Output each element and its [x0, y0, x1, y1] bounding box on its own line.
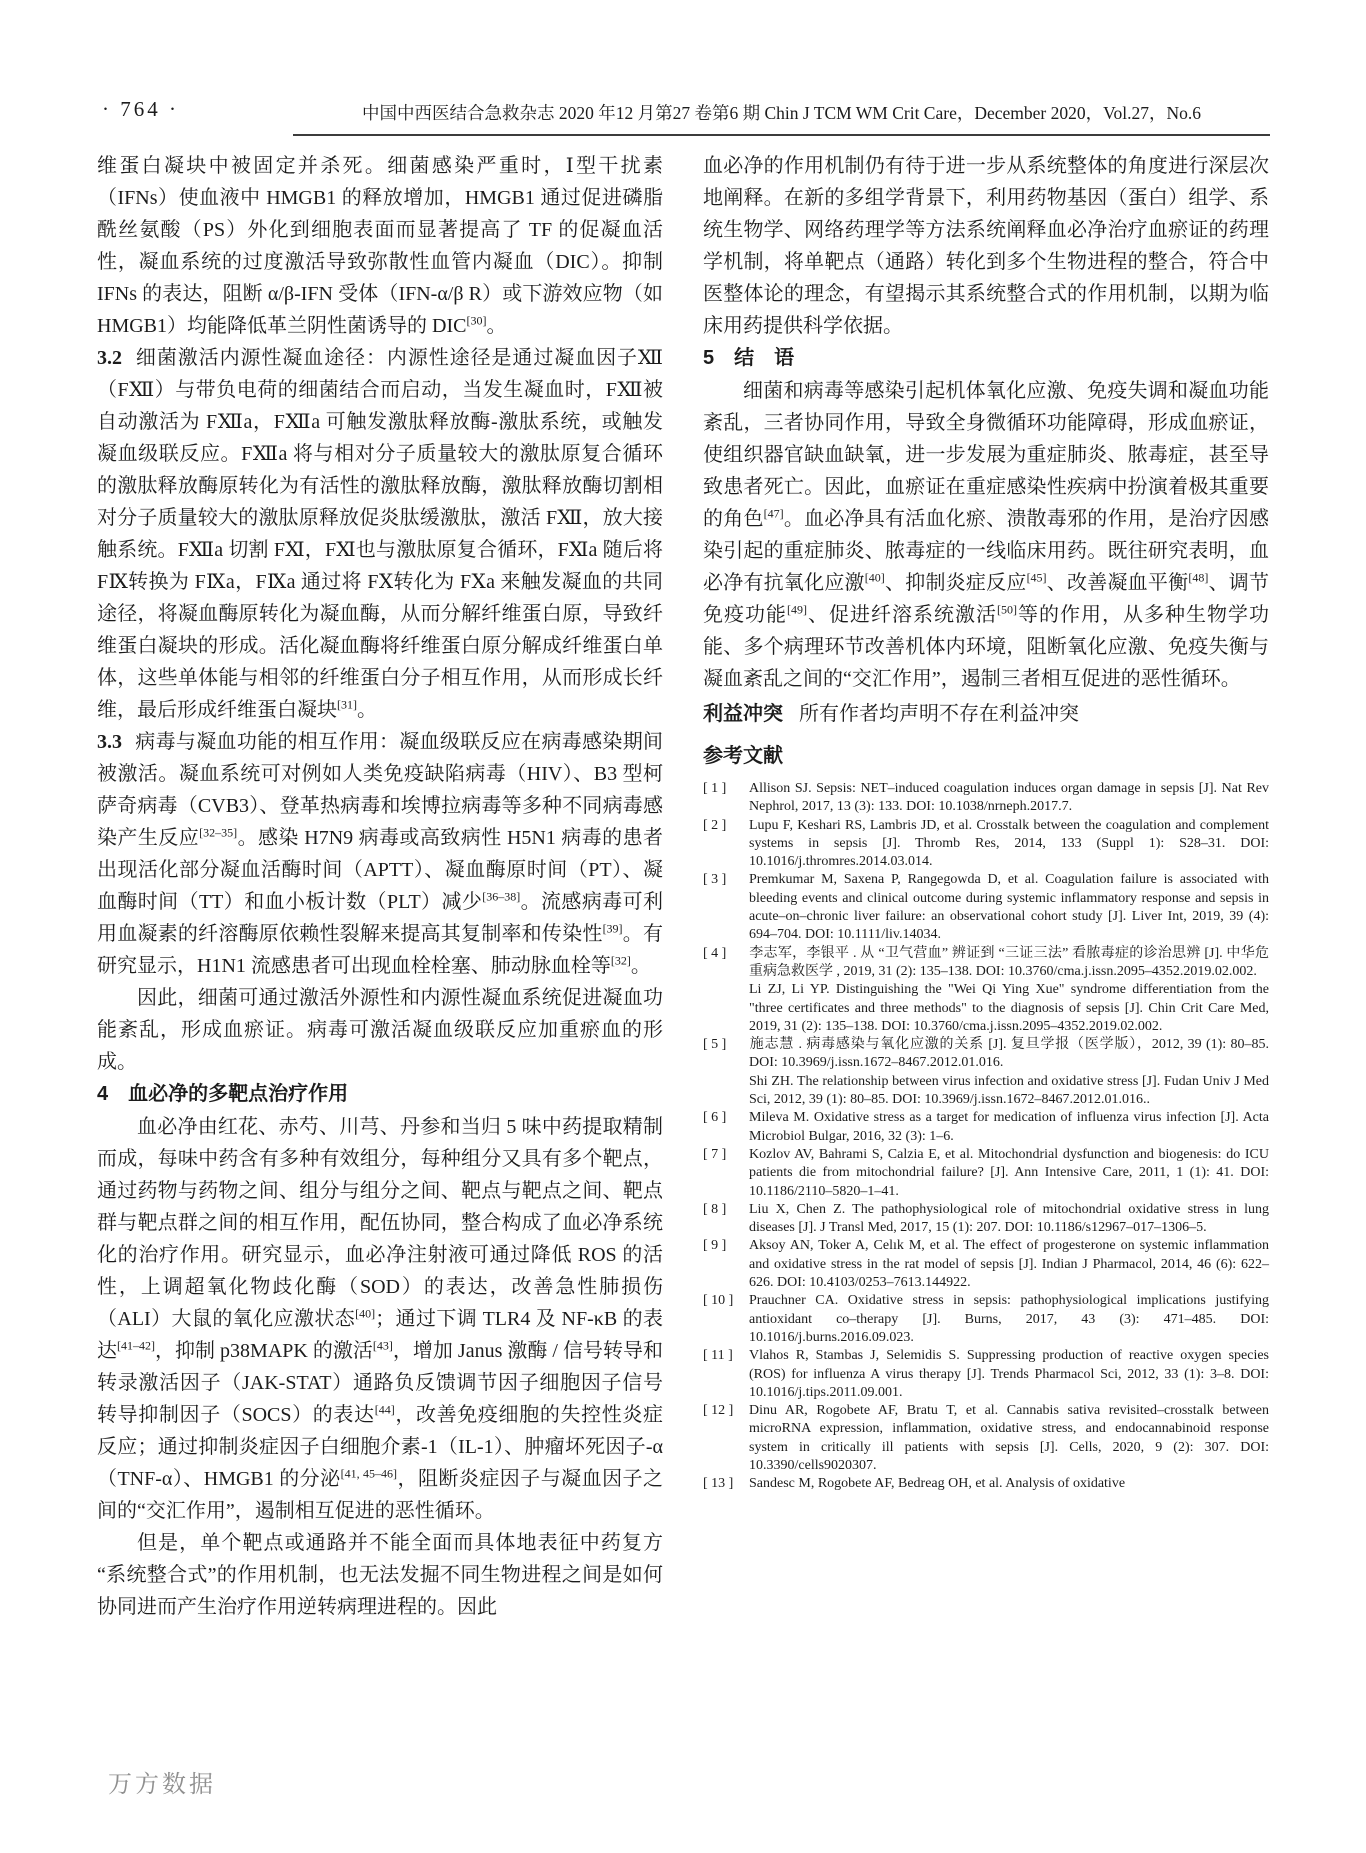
reference-number: [ 7 ]: [703, 1146, 727, 1162]
reference-item: [703, 945, 1269, 1036]
reference-item: [703, 780, 1269, 817]
citation-superscript: [47]: [763, 506, 784, 521]
reference-citation: [ 11 ] Vlahos R, Stambas J, Selemidis S. Suppressing production of reactive oxygen species (ROS) for influenza A virus therapy [J]. Trends Pharmacol Sci, 2012, 33 (1): 3–8. DOI: 10.1016/j.tips.2011.09.001.: [703, 1348, 1269, 1400]
reference-number: [ 3 ]: [703, 872, 727, 888]
body-paragraph: 血必净的作用机制仍有待于进一步从系统整体的角度进行深层次地阐释。在新的多组学背景下，利用药物基因（蛋白）组学、系统生物学、网络药理学等方法系统阐释血必净治疗血瘀证的药理学机制，将单靶点（通路）转化到多个生物进程的整合，符合中医整体论的理念，有望揭示其系统整合式的作用机制，以期为临床用药提供科学依据。: [703, 155, 1269, 337]
reference-citation: [ 13 ] Sandesc M, Rogobete AF, Bedreag OH, et al. Analysis of oxidative: [703, 1475, 1269, 1493]
conflict-of-interest-statement: 利益冲突 所有作者均声明不存在利益冲突: [703, 703, 1079, 725]
body-paragraph: 血必净由红花、赤芍、川芎、丹参和当归 5 味中药提取精制而成，每味中药含有多种有效组分，每种组分又具有多个靶点，通过药物与药物之间、组分与组分之间、靶点与靶点之间、靶点群与靶点群之间的相互作用，配伍协同，整合构成了血必净系统化的治疗作用。研究显示，血必净注射液可通过降低 ROS 的活性，上调超氧化物歧化酶（SOD）的表达，改善急性肺损伤（ALI）大鼠的氧化应激状态[40]；通过下调 TLR4 及 NF-κB 的表达[41–42]，抑制 p38MAPK 的激活[43]，增加 Janus 激酶 / 信号转导和转录激活因子（JAK-STAT）通路负反馈调节因子细胞因子信号转导抑制因子（SOCS）的表达[44]，改善免疫细胞的失控性炎症反应；通过抑制炎症因子白细胞介素-1（IL-1）、肿瘤坏死因子-α（TNF-α）、HMGB1 的分泌[41, 45–46]，阻断炎症因子与凝血因子之间的“交汇作用”，遏制相互促进的恶性循环。: [97, 1116, 664, 1522]
wanfang-watermark: 万方数据: [108, 1771, 216, 1798]
subsection-paragraph: 3.2 细菌激活内源性凝血途径：内源性途径是通过凝血因子Ⅻ（FⅫ）与带负电荷的细菌结合而启动，当发生凝血时，FⅫ被自动激活为 FⅫa，FⅫa 可触发激肽释放酶-激肽系统，或触发凝血级联反应。FⅫa 将与相对分子质量较大的激肽原复合循环的激肽释放酶原转化为有活性的激肽释放酶，激肽释放酶切割相对分子质量较大的激肽原释放促炎肽缓激肽，激活 FⅫ，放大接触系统。FⅫa 切割 FⅪ，FⅪ也与激肽原复合循环，FⅪa 随后将 FⅨ转换为 FⅨa，FⅨa 通过将 FⅩ转化为 FⅩa 来触发凝血的共同途径，将凝血酶原转化为凝血酶，从而分解纤维蛋白原，导致纤维蛋白凝块的形成。活化凝血酶将纤维蛋白原分解成纤维蛋白单体，这些单体能与相邻的纤维蛋白分子相互作用，从而形成长纤维，最后形成纤维蛋白凝块[31]。: [97, 347, 663, 721]
reference-citation: [ 8 ] Liu X, Chen Z. The pathophysiological role of mitochondrial oxidative stress in lung diseases [J]. J Transl Med, 2017, 15 (1): 207. DOI: 10.1186/s12967–017–1306–5.: [703, 1201, 1269, 1236]
citation-superscript: [30]: [466, 313, 487, 328]
reference-item: [703, 871, 1269, 944]
citation-superscript: [31]: [337, 697, 357, 712]
citation-superscript: [40]: [355, 1306, 376, 1321]
reference-item: [703, 1146, 1269, 1201]
section-heading: 4 血必净的多靶点治疗作用: [97, 1083, 349, 1105]
citation-superscript: [41–42]: [117, 1338, 156, 1353]
citation-superscript: [48]: [1188, 570, 1209, 585]
reference-number: [ 4 ]: [703, 945, 727, 961]
right-column: [703, 150, 1269, 1494]
reference-citation: [ 7 ] Kozlov AV, Bahrami S, Calzia E, et al. Mitochondrial dysfunction and biogenesis: do ICU patients die from mitochondrial failure? [J]. Ann Intensive Care, 2011, 1 (1): 41. DOI: 10.1186/2110–5820–1–41.: [703, 1146, 1269, 1199]
reference-item: [703, 1237, 1269, 1292]
reference-number: [ 8 ]: [703, 1201, 727, 1217]
right-column-body: [703, 150, 1269, 730]
citation-superscript: [45]: [1026, 570, 1047, 585]
reference-number: [ 12 ]: [703, 1403, 734, 1419]
references-heading: 参考文献: [703, 745, 783, 767]
left-column: [97, 150, 663, 1623]
reference-citation: [ 9 ] Aksoy AN, Toker A, Celık M, et al. The effect of progesterone on systemic inflammation and oxidative stress in the rat model of sepsis [J]. Indian J Pharmacol, 2014, 46 (6): 622–626. DOI: 10.4103/0253–7613.144922.: [703, 1238, 1269, 1291]
reference-number: [ 1 ]: [703, 781, 727, 796]
reference-item: [703, 1036, 1269, 1109]
body-paragraph: 细菌和病毒等感染引起机体氧化应激、免疫失调和凝血功能紊乱，三者协同作用，导致全身微循环功能障碍，形成血瘀证，使组织器官缺血缺氧，进一步发展为重症肺炎、脓毒症，甚至导致患者死亡。因此，血瘀证在重症感染性疾病中扮演着极其重要的角色[47]。血必净具有活血化瘀、溃散毒邪的作用，是治疗因感染引起的重症肺炎、脓毒症的一线临床用药。既往研究表明，血必净有抗氧化应激[40]、抑制炎症反应[45]、改善凝血平衡[48]、调节免疫功能[49]、促进纤溶系统激活[50]等的作用，从多种生物学功能、多个病理环节改善机体内环境，阻断氧化应激、免疫失衡与凝血紊乱之间的“交汇作用”，遏制三者相互促进的恶性循环。: [703, 380, 1270, 690]
reference-number: [ 5 ]: [703, 1037, 727, 1053]
reference-citation: [ 5 ] 施志慧 . 病毒感染与氧化应激的关系 [J]. 复旦学报（医学版），2012, 39 (1): 80–85. DOI: 10.3969/j.issn.1672–8467.2012.01.016.: [703, 1037, 1269, 1071]
citation-superscript: [44]: [374, 1402, 395, 1417]
subsection-number: 3.2: [97, 347, 122, 369]
citation-superscript: [36–38]: [482, 889, 521, 904]
reference-item: [703, 817, 1269, 872]
reference-item: [703, 1347, 1269, 1402]
citation-superscript: [43]: [372, 1338, 393, 1353]
reference-citation: [ 3 ] Premkumar M, Saxena P, Rangegowda D, et al. Coagulation failure is associated with bleeding events and clinical outcome during systemic inflammatory response and sepsis in acute–on–chronic liver failure: an observational cohort study [J]. Liver Int, 2019, 39 (4): 694–704. DOI: 10.1111/liv.14034.: [703, 872, 1269, 943]
subsection-paragraph: 3.3 病毒与凝血功能的相互作用：凝血级联反应在病毒感染期间被激活。凝血系统可对例如人类免疫缺陷病毒（HIV）、B3 型柯萨奇病毒（CVB3）、登革热病毒和埃博拉病毒等多种不同病毒感染产生反应[32–35]。感染 H7N9 病毒或高致病性 H5N1 病毒的患者出现活化部分凝血活酶时间（APTT）、凝血酶原时间（PT）、凝血酶时间（TT）和血小板计数（PLT）减少[36–38]。流感病毒可利用血凝素的纤溶酶原依赖性裂解来提高其复制率和传染性[39]。有研究显示，H1N1 流感患者可出现血栓栓塞、肺动脉血栓等[32]。: [97, 731, 664, 977]
citation-superscript: [32–35]: [199, 825, 238, 840]
reference-citation: [ 12 ] Dinu AR, Rogobete AF, Bratu T, et al. Cannabis sativa revisited–crosstalk between microRNA expression, inflammation, oxidative stress, and endocannabinoid response system in critically ill patients with sepsis [J]. Cells, 2020, 9 (2): 307. DOI: 10.3390/cells9020307.: [703, 1403, 1269, 1473]
body-paragraph: 维蛋白凝块中被固定并杀死。细菌感染严重时，Ⅰ型干扰素（IFNs）使血液中 HMGB1 的释放增加，HMGB1 通过促进磷脂酰丝氨酸（PS）外化到细胞表面而显著提高了 TF 的促凝血活性，凝血系统的过度激活导致弥散性血管内凝血（DIC）。抑制 IFNs 的表达，阻断 α/β-IFN 受体（IFN-α/β R）或下游效应物（如 HMGB1）均能降低革兰阴性菌诱导的 DIC[30]。: [97, 155, 663, 337]
reference-item: [703, 1201, 1269, 1238]
reference-citation: [ 6 ] Mileva M. Oxidative stress as a target for medication of influenza virus infection [J]. Acta Microbiol Bulgar, 2016, 32 (3): 1–6.: [703, 1110, 1269, 1144]
section-heading: 5 结 语: [703, 347, 795, 369]
citation-superscript: [40]: [864, 570, 885, 585]
reference-item: [703, 1475, 1269, 1493]
reference-number: [ 2 ]: [703, 817, 727, 833]
reference-number: [ 6 ]: [703, 1110, 727, 1126]
body-paragraph: 因此，细菌可通过激活外源性和内源性凝血系统促进凝血功能紊乱，形成血瘀证。病毒可激活凝血级联反应加重瘀血的形成。: [97, 987, 663, 1073]
conflict-of-interest-label: 利益冲突: [703, 703, 783, 725]
subsection-number: 3.3: [97, 731, 122, 753]
reference-citation: [ 2 ] Lupu F, Keshari RS, Lambris JD, et al. Crosstalk between the coagulation and complement systems in sepsis [J]. Thromb Res, 2014, 133 (Suppl 1): S28–31. DOI: 10.1016/j.thromres.2014.03.014.: [703, 817, 1269, 870]
reference-translation: Shi ZH. The relationship between virus infection and oxidative stress [J]. Fudan Univ J Med Sci, 2012, 39 (1): 80–85. DOI: 10.3969/j.issn.1672–8467.2012.01.016..: [749, 1073, 1269, 1108]
reference-item: [703, 1402, 1269, 1475]
reference-citation: [ 10 ] Prauchner CA. Oxidative stress in sepsis: pathophysiological implications justifying antioxidant co–therapy [J]. Burns, 2017, 43 (3): 471–485. DOI: 10.1016/j.burns.2016.09.023.: [703, 1293, 1269, 1345]
reference-number: [ 11 ]: [703, 1348, 733, 1364]
citation-superscript: [41, 45–46]: [340, 1466, 398, 1481]
reference-item: [703, 1109, 1269, 1146]
references-list: [703, 780, 1269, 1494]
citation-superscript: [32]: [610, 953, 631, 968]
journal-title-line: 中国中西医结合急救杂志 2020 年12 月第27 卷第6 期 Chin J TCM WM Crit Care，December 2020，Vol.27，No.6: [362, 103, 1201, 123]
reference-citation: [ 4 ] 李志军，李银平 . 从 “卫气营血” 辨证到 “三证三法” 看脓毒症的诊治思辨 [J]. 中华危重病急救医学 , 2019, 31 (2): 135–138. DOI: 10.3760/cma.j.issn.2095–4352.2019.02.002.: [703, 945, 1269, 979]
body-paragraph: 但是，单个靶点或通路并不能全面而具体地表征中药复方“系统整合式”的作用机制，也无法发掘不同生物进程之间是如何协同进而产生治疗作用逆转病理进程的。因此: [97, 1532, 663, 1618]
citation-superscript: [50]: [997, 602, 1017, 617]
reference-translation: Li ZJ, Li YP. Distinguishing the "Wei Qi Ying Xue" syndrome differentiation from the "three certificates and three methods" to the diagnosis of sepsis [J]. Chin Crit Care Med, 2019, 31 (2): 135–138. DOI: 10.3760/cma.j.issn.2095–4352.2019.02.002.: [749, 982, 1269, 1034]
reference-number: [ 13 ]: [703, 1476, 734, 1492]
citation-superscript: [49]: [787, 602, 807, 617]
reference-citation: [ 1 ] Allison SJ. Sepsis: NET–induced coagulation induces organ damage in sepsis [J]. Nat Rev Nephrol, 2017, 13 (3): 133. DOI: 10.1038/nrneph.2017.7.: [703, 781, 1269, 815]
page-number: · 764 ·: [102, 97, 179, 121]
reference-number: [ 9 ]: [703, 1238, 727, 1254]
reference-item: [703, 1292, 1269, 1347]
reference-number: [ 10 ]: [703, 1293, 734, 1309]
citation-superscript: [39]: [602, 921, 623, 936]
journal-header: [293, 100, 1270, 136]
